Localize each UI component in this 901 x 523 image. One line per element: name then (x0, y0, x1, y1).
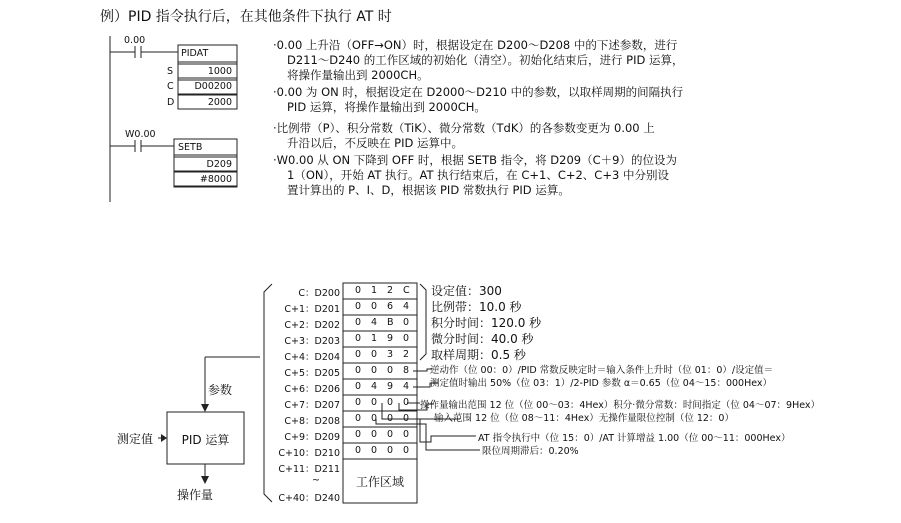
memory-row-label: C+3：D203 (284, 336, 340, 347)
digit: 6 (387, 301, 394, 312)
memory-row-label: C+8：D208 (284, 416, 340, 427)
work-area-start-label: C+11：D211 (278, 464, 340, 475)
digit: 9 (387, 333, 394, 344)
digit: 4 (371, 381, 378, 392)
work-area-label: 工作区域 (355, 475, 404, 489)
digit: 0 (387, 445, 394, 456)
digit: 0 (355, 429, 362, 440)
memory-row-label: C：D200 (298, 288, 340, 299)
digit: 1 (371, 333, 378, 344)
paragraph-line: ·0.00 为 ON 时，根据设定在 D2000～D210 中的参数，以取样周期的间隔执行 (273, 85, 684, 99)
digit: 0 (355, 445, 362, 456)
digit: B (387, 317, 394, 328)
digit: 0 (355, 333, 362, 344)
annotation-input-range: 输入范围 12 位（位 08～11：4Hex）无操作量限位控制（位 12：0） (434, 413, 734, 424)
annotation-operation-setting: 逆动作（位 00：0）/PID 常数反映定时＝输入条件上升时（位 01：0）/设定值＝ (430, 365, 774, 376)
annotation-at-execution: AT 指令执行中（位 15：0）/AT 计算增益 1.00（位 00～11：000Hex） (478, 433, 791, 444)
digit: 0 (371, 397, 378, 408)
digit: 0 (371, 445, 378, 456)
paragraph-line: ·0.00 上升沿（OFF→ON）时，根据设定在 D200～D208 中的下述参数，进行 (273, 38, 678, 52)
digit: 0 (387, 413, 394, 424)
operand-s: S (167, 66, 174, 77)
digit: 0 (403, 317, 410, 328)
paragraph-line: PID 运算，将操作量输出到 2000CH。 (287, 100, 486, 114)
digit: 0 (387, 429, 394, 440)
digit: 0 (371, 301, 378, 312)
description-line: 取样周期：0.5 秒 (431, 348, 526, 362)
setb-operand-2-value: #8000 (199, 174, 232, 185)
digit: 0 (371, 413, 378, 424)
operand-c-value: D00200 (194, 81, 232, 92)
digit: 0 (403, 397, 410, 408)
digit: 8 (403, 365, 410, 376)
digit: 0 (355, 285, 362, 296)
digit: 2 (403, 349, 410, 360)
digit: 3 (387, 349, 394, 360)
digit: 0 (371, 365, 378, 376)
memory-row-label: C+7：D207 (284, 400, 340, 411)
memory-row-label: C+9：D209 (284, 432, 340, 443)
digit: 0 (355, 381, 362, 392)
description-line: 微分时间：40.0 秒 (431, 332, 534, 346)
pid-operation-block: PID 运算 (181, 433, 230, 447)
digit: 2 (387, 285, 394, 296)
paragraph-line: 1（ON），开始 AT 执行。AT 执行结束后，在 C+1、C+2、C+3 中分别设 (287, 168, 669, 182)
memory-row-label: C+1：D201 (284, 304, 340, 315)
memory-row-label: C+4：D204 (284, 352, 340, 363)
contact-label-0-00: 0.00 (124, 35, 146, 46)
digit: 0 (403, 429, 410, 440)
measured-value-label: 测定值 (117, 432, 154, 446)
memory-row-label: C+5：D205 (284, 368, 340, 379)
setb-operand-1-value: D209 (206, 159, 232, 170)
work-area-end-label: C+40：D240 (278, 493, 340, 504)
paragraph-line: D211～D240 的工作区域的初始化（清空）。初始化结束后，进行 PID 运算， (287, 53, 684, 67)
digit: 1 (371, 285, 378, 296)
manipulated-value-label: 操作量 (177, 488, 214, 502)
paragraph-line: 置计算出的 P、I、D，根据该 PID 常数执行 PID 运算。 (287, 183, 570, 197)
digit: 0 (355, 365, 362, 376)
digit: 0 (403, 413, 410, 424)
digit: 4 (403, 381, 410, 392)
digit: 0 (355, 301, 362, 312)
digit: 4 (371, 317, 378, 328)
annotation-output-range: 操作量输出范围 12 位（位 00～03：4Hex）积分·微分常数：时间指定（位 04～07：9Hex） (420, 400, 821, 411)
memory-row-label: C+2：D202 (284, 320, 340, 331)
digit: 0 (355, 349, 362, 360)
digit: 0 (403, 445, 410, 456)
annotation-operation-setting-2: 测定值时输出 50%（位 03：1）/2-PID 参数 α＝0.65（位 04～15：000Hex） (430, 378, 773, 389)
paragraph-line: 升沿以后，不反映在 PID 运算中。 (287, 136, 463, 150)
work-area-range-mark: ~ (312, 475, 320, 486)
operand-d: D (167, 97, 175, 108)
page-title: 例）PID 指令执行后，在其他条件下执行 AT 时 (100, 9, 392, 25)
memory-row-label: C+6：D206 (284, 384, 340, 395)
digit: 0 (403, 333, 410, 344)
annotation-limit-hysteresis: 限位周期滞后：0.20% (482, 446, 579, 457)
description-line: 比例带：10.0 秒 (431, 300, 522, 314)
digit: 0 (387, 365, 394, 376)
pid-instruction-name: PIDAT (181, 48, 209, 59)
operand-c: C (167, 81, 174, 92)
paragraph-line: 将操作量输出到 2000CH。 (287, 68, 429, 82)
description-line: 设定值：300 (431, 284, 502, 298)
parameter-label: 参数 (208, 383, 233, 397)
contact-label-w0-00: W0.00 (125, 129, 156, 140)
operand-s-value: 1000 (207, 66, 232, 77)
digit: 0 (387, 397, 394, 408)
paragraph-line: ·比例带（P）、积分常数（TiK）、微分常数（TdK）的各参数变更为 0.00 上 (273, 121, 655, 135)
setb-instruction-name: SETB (178, 142, 203, 153)
digit: 0 (371, 349, 378, 360)
operand-d-value: 2000 (207, 97, 232, 108)
digit: 0 (355, 413, 362, 424)
digit: 0 (355, 397, 362, 408)
paragraph-line: ·W0.00 从 ON 下降到 OFF 时，根据 SETB 指令，将 D209（C＋9）的位设为 (273, 153, 677, 167)
description-line: 积分时间：120.0 秒 (431, 316, 542, 330)
memory-row-label: C+10：D210 (278, 448, 340, 459)
digit: 0 (371, 429, 378, 440)
parameter-descriptions (431, 283, 541, 363)
digit: 4 (403, 301, 410, 312)
digit: C (403, 285, 410, 296)
digit: 9 (387, 381, 394, 392)
digit: 0 (355, 317, 362, 328)
